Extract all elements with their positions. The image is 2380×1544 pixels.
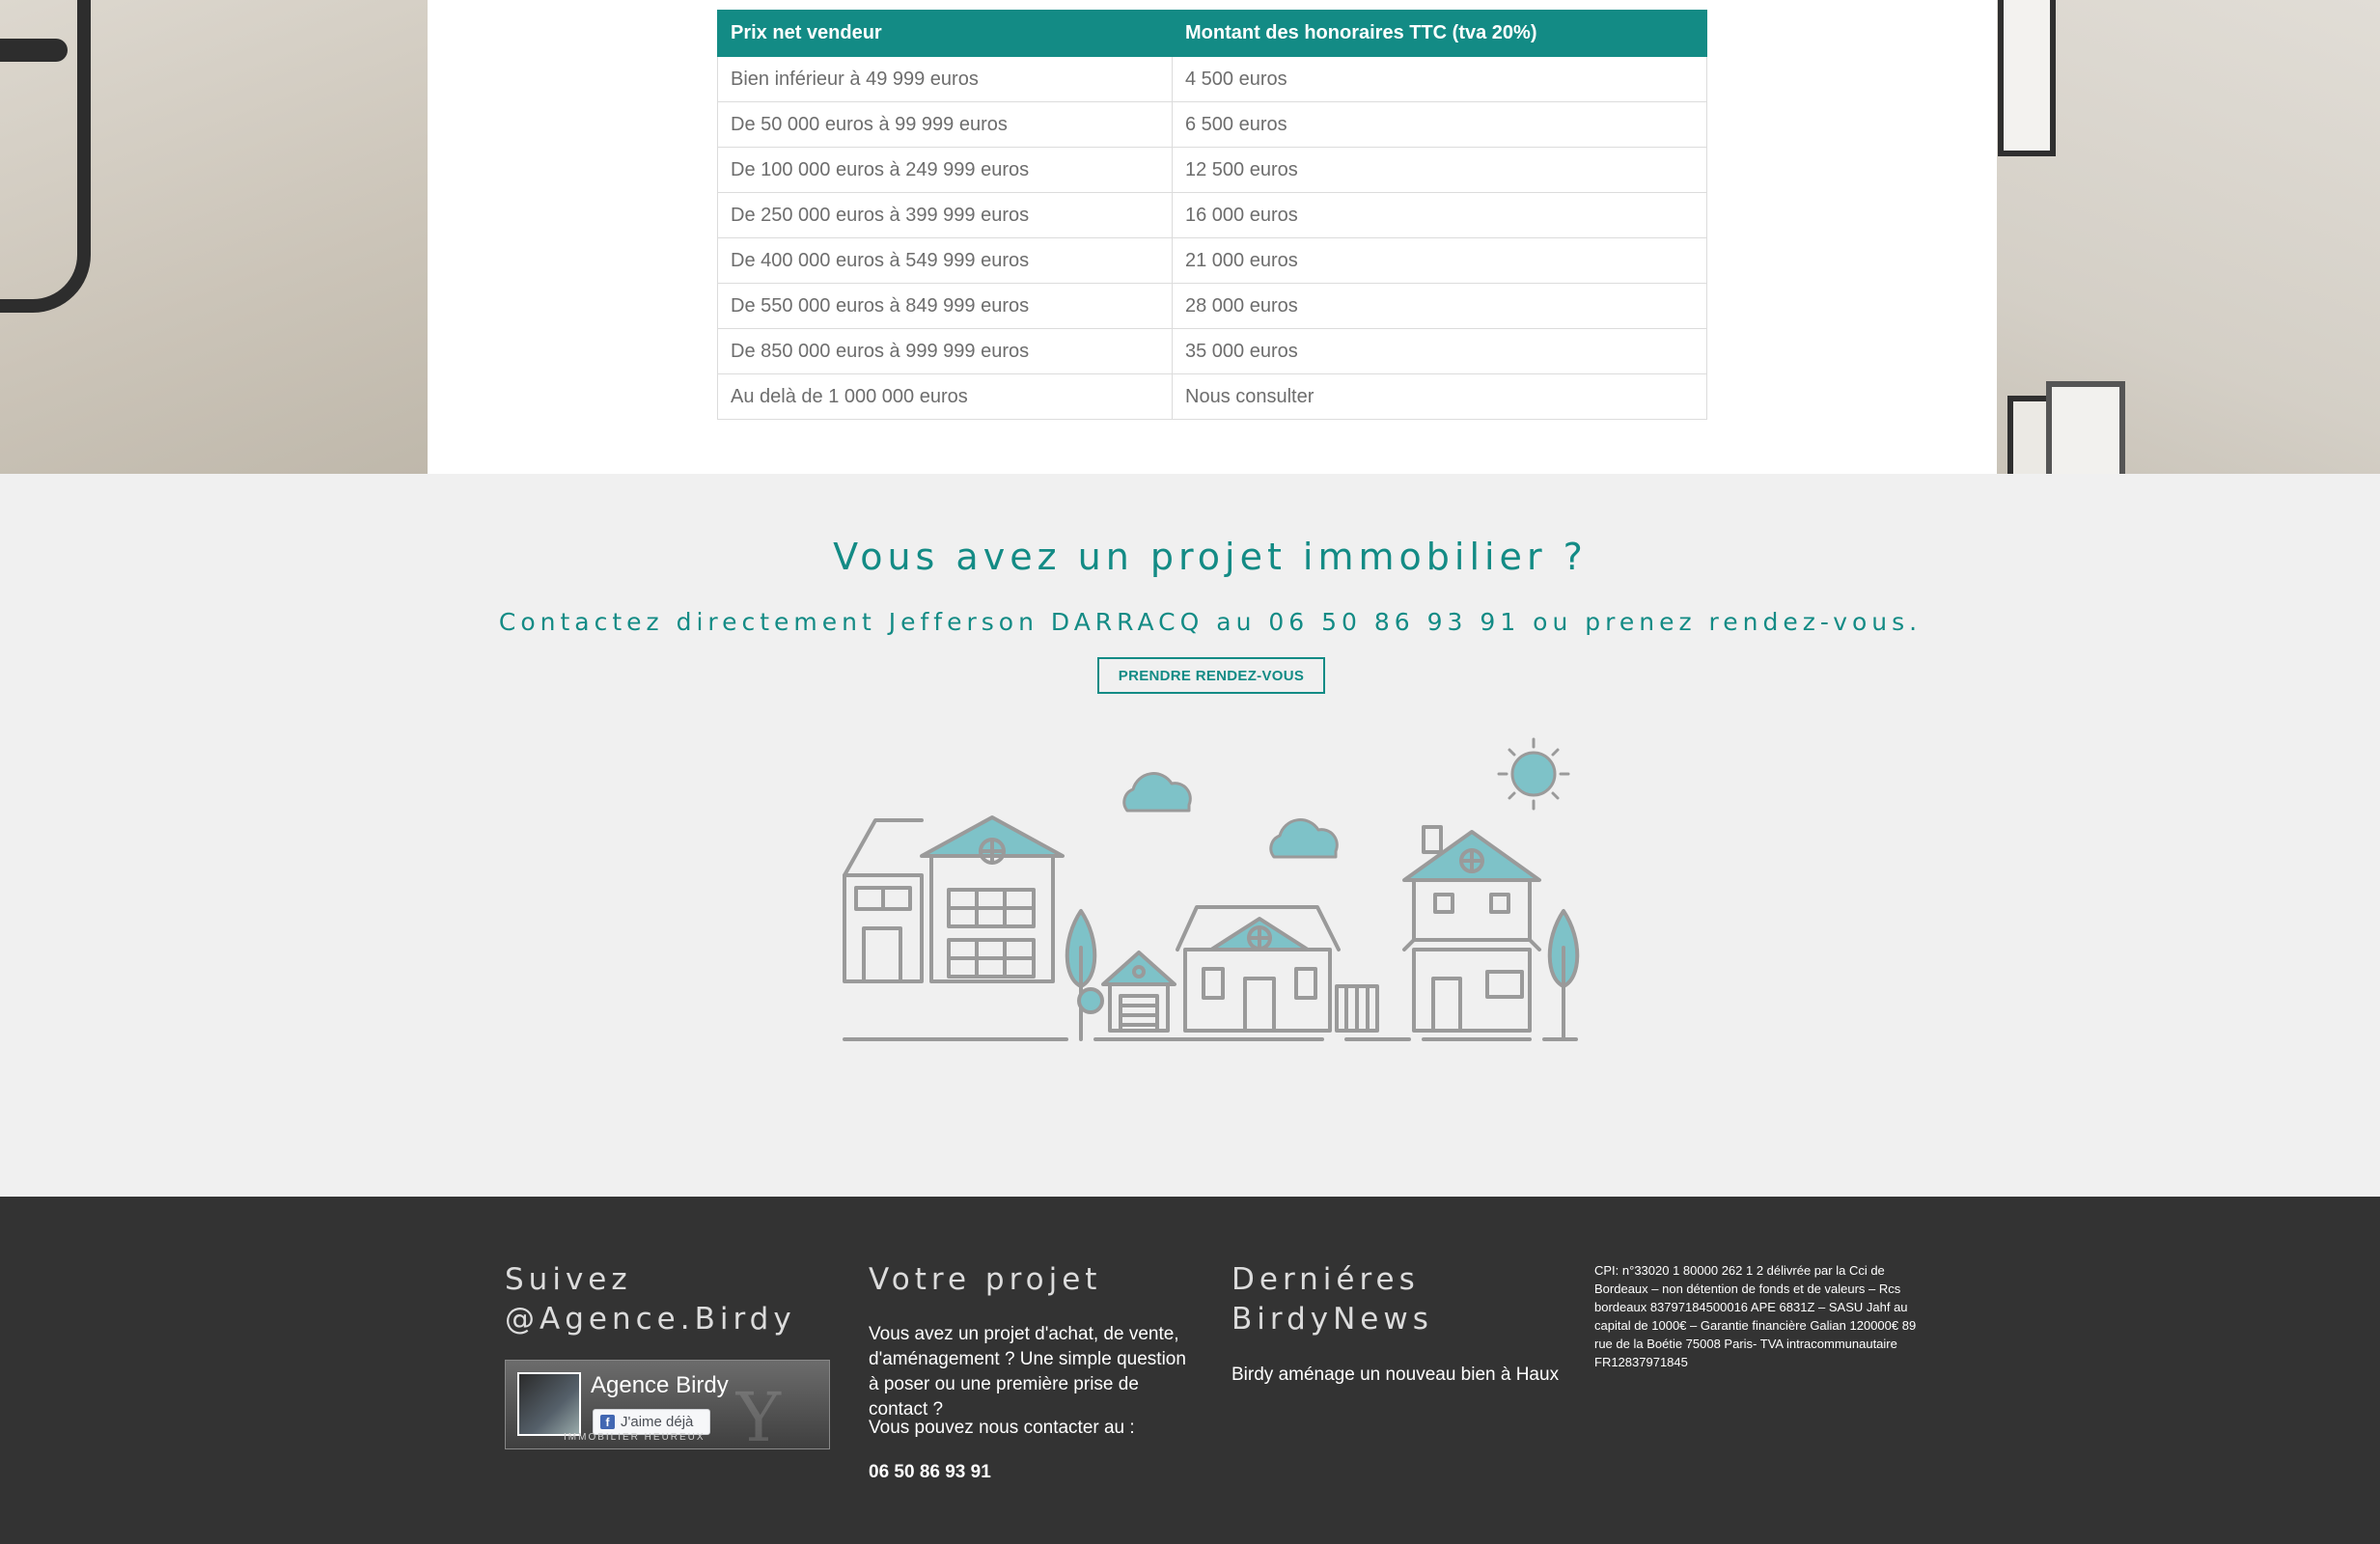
facebook-like-button[interactable]: [593, 1409, 710, 1435]
footer-contact-label: Vous pouvez nous contacter au :: [869, 1418, 1135, 1438]
logo-watermark: Y: [735, 1378, 781, 1449]
news-item-link[interactable]: Birdy aménage un nouveau bien à Haux: [1232, 1365, 1560, 1385]
background-photo-left: [0, 0, 428, 474]
project-title: Vous avez un projet immobilier ?: [833, 536, 1588, 578]
heading-line: Suivez: [505, 1262, 632, 1297]
project-subtitle: Contactez directement Jefferson DARRACQ au 06 50 86 93 91 ou prenez rendez-vous.: [498, 608, 1923, 636]
table-header-row: [718, 11, 1707, 57]
price-range-cell: De 400 000 euros à 549 999 euros: [718, 238, 1173, 284]
footer-social-heading: [505, 1260, 796, 1339]
tree-icon: [1550, 911, 1578, 1039]
fee-cell: 16 000 euros: [1173, 193, 1707, 238]
picture-frame: [1998, 0, 2056, 156]
price-range-cell: De 100 000 euros à 249 999 euros: [718, 148, 1173, 193]
table-row: [718, 238, 1707, 284]
sun-icon: [1499, 739, 1568, 809]
fee-cell: 6 500 euros: [1173, 102, 1707, 148]
picture-frame: [2046, 381, 2125, 474]
column-header: Prix net vendeur: [718, 11, 1173, 57]
tree-icon: [1067, 911, 1102, 1039]
fee-cell: 21 000 euros: [1173, 238, 1707, 284]
price-range-cell: De 50 000 euros à 99 999 euros: [718, 102, 1173, 148]
house-icon: [844, 817, 1063, 981]
facebook-page-avatar: [517, 1372, 581, 1436]
footer-phone-link[interactable]: 06 50 86 93 91: [869, 1462, 991, 1482]
facebook-page-name[interactable]: Agence Birdy: [591, 1372, 729, 1398]
price-range-cell: Bien inférieur à 49 999 euros: [718, 57, 1173, 102]
heading-line: @Agence.Birdy: [505, 1302, 796, 1337]
book-appointment-button[interactable]: PRENDRE RENDEZ-VOUS: [1097, 657, 1325, 694]
fee-cell: 35 000 euros: [1173, 329, 1707, 374]
facebook-cover-tagline: IMMOBILIER HEUREUX: [564, 1432, 706, 1443]
house-icon: [1404, 827, 1539, 1031]
table-row: [718, 193, 1707, 238]
price-range-cell: Au delà de 1 000 000 euros: [718, 374, 1173, 420]
table-row: [718, 102, 1707, 148]
cloud-icon: [1124, 774, 1190, 811]
like-label: J'aime déjà: [621, 1414, 694, 1430]
fee-cell: 4 500 euros: [1173, 57, 1707, 102]
table-row: [718, 284, 1707, 329]
price-range-cell: De 550 000 euros à 849 999 euros: [718, 284, 1173, 329]
table-row: [718, 148, 1707, 193]
cloud-icon: [1271, 820, 1337, 857]
footer-news-heading: [1232, 1260, 1433, 1339]
legal-notice: CPI: n°33020 1 80000 262 1 2 délivrée par la Cci de Bordeaux – non détention de fonds et de valeurs – Rcs bordeaux 83797184500016 APE 6831Z – SASU Jahf au capital de 1000€ – Garantie financière Galian 120000€ 89 rue de la Boétie 75008 Paris- TVA intracommunautaire FR12837971845: [1594, 1263, 1917, 1369]
house-icon: [1103, 952, 1175, 1031]
footer-project-heading: Votre projet: [869, 1262, 1102, 1297]
fees-table: [717, 10, 1707, 420]
fence-graphic: [1337, 986, 1377, 1031]
facebook-page-widget[interactable]: [505, 1360, 830, 1449]
houses-illustration: [835, 726, 1588, 1054]
price-range-cell: De 850 000 euros à 999 999 euros: [718, 329, 1173, 374]
fee-cell: 12 500 euros: [1173, 148, 1707, 193]
fee-cell: 28 000 euros: [1173, 284, 1707, 329]
table-row: [718, 374, 1707, 420]
lamp-head-graphic: [0, 39, 68, 62]
facebook-icon: f: [600, 1415, 615, 1429]
house-icon: [1177, 907, 1339, 1031]
heading-line: BirdyNews: [1232, 1302, 1433, 1337]
fee-cell: Nous consulter: [1173, 374, 1707, 420]
price-range-cell: De 250 000 euros à 399 999 euros: [718, 193, 1173, 238]
column-header: Montant des honoraires TTC (tva 20%): [1173, 11, 1707, 57]
table-row: [718, 329, 1707, 374]
heading-line: Derniéres: [1232, 1262, 1420, 1297]
table-row: [718, 57, 1707, 102]
footer-project-text: Vous avez un projet d'achat, de vente, d'aménagement ? Une simple question à poser ou une première prise de contact ?: [869, 1324, 1186, 1420]
